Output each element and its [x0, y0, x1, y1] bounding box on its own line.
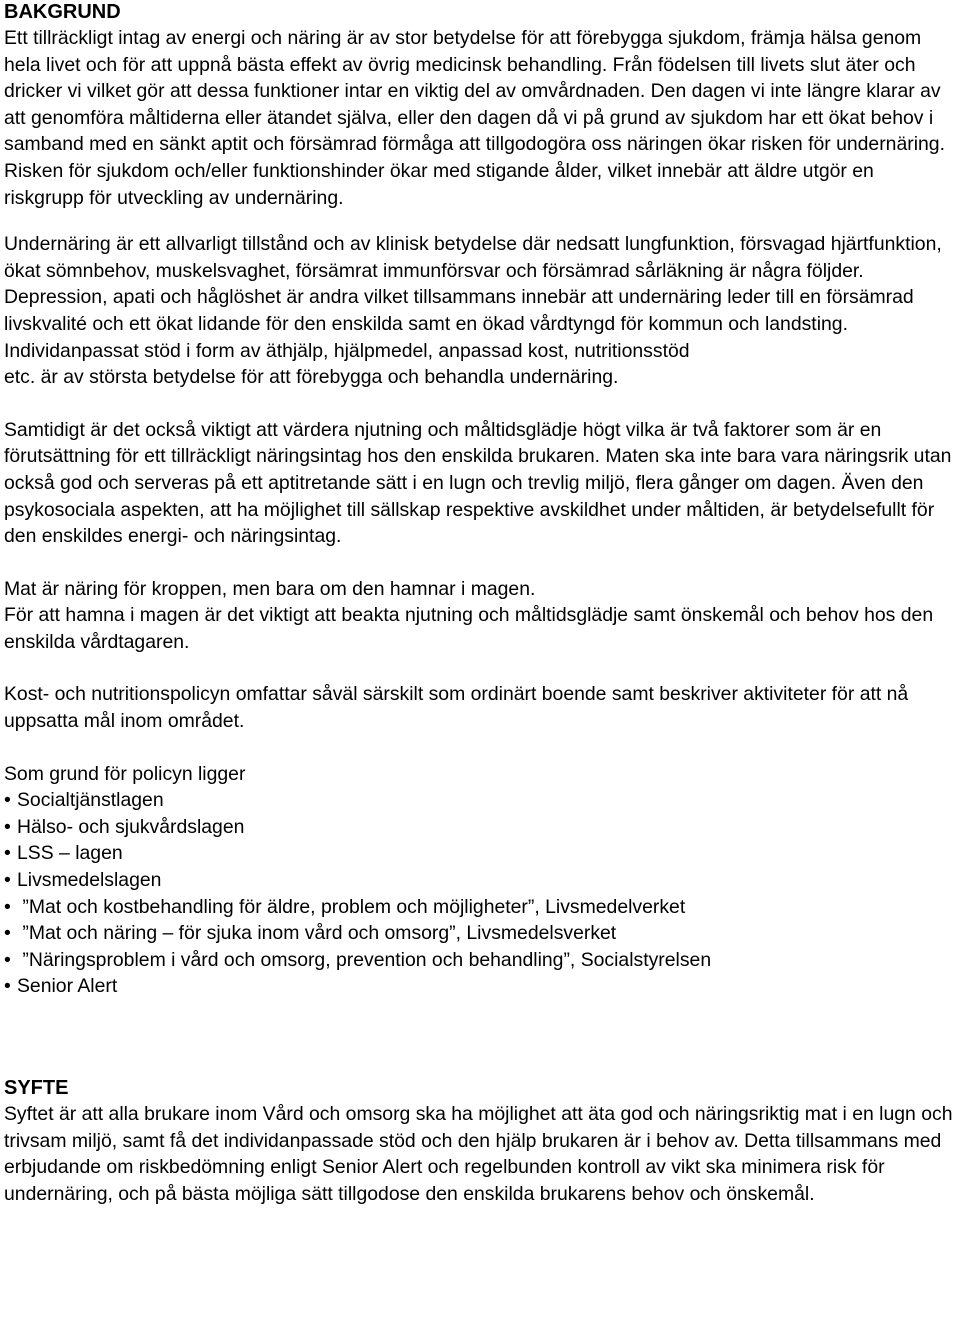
section-heading-bakgrund: BAKGRUND — [4, 1, 121, 23]
paragraph-bakgrund-4-line-2: För att hamna i magen är det viktigt att beakta njutning och måltidsglädje samt önskemål och behov hos den enskilda vårdtagaren. — [4, 604, 934, 653]
list-item — [4, 814, 958, 841]
list-intro: Som grund för policyn ligger — [4, 762, 246, 785]
spacer — [4, 391, 958, 417]
document-page — [4, 0, 958, 1207]
list-item — [4, 947, 958, 974]
list-item-text: Hälso- och sjukvårdslagen — [17, 815, 245, 838]
paragraph-bakgrund-4-line-1: Mat är näring för kroppen, men bara om den hamnar i magen. — [4, 577, 536, 600]
bullet-icon: • — [4, 922, 11, 945]
bullet-icon: • — [4, 815, 11, 838]
list-item-text: Socialtjänstlagen — [17, 789, 164, 812]
spacer — [4, 211, 958, 231]
paragraph-bakgrund-2-end: etc. är av största betydelse för att förebygga och behandla undernäring. — [4, 366, 619, 389]
bullet-icon: • — [4, 948, 11, 971]
paragraph-bakgrund-5: Kost- och nutritionspolicyn omfattar såväl särskilt som ordinärt boende samt beskriver aktiviteter för att nå uppsatta mål inom området. — [4, 683, 909, 733]
bullet-icon: • — [4, 789, 11, 812]
spacer — [4, 655, 958, 681]
list-item — [4, 787, 958, 814]
policy-basis-list — [4, 787, 958, 1000]
list-item-text: Livsmedelslagen — [17, 869, 162, 892]
list-item-text: Senior Alert — [17, 975, 118, 998]
bullet-icon: • — [4, 842, 11, 865]
list-item-text: ”Näringsproblem i vård och omsorg, prevention och behandling”, Socialstyrelsen — [17, 948, 712, 971]
bullet-icon: • — [4, 869, 11, 892]
bullet-icon: • — [4, 895, 11, 918]
list-item — [4, 920, 958, 947]
list-item — [4, 840, 958, 867]
list-item — [4, 894, 958, 921]
paragraph-bakgrund-3: Samtidigt är det också viktigt att värdera njutning och måltidsglädje högt vilka är två faktorer som är en förutsättning för ett tillräckligt näringsintag hos den enskilda brukaren. Maten ska inte bara vara näringsrik utan också god och serveras på ett aptitretande sätt i en lugn och trevlig miljö, flera gånger om dagen. Även den psykosociala aspekten, att ha möjlighet till sällskap respektive avskildhet under måltiden, är betydelsefullt för den enskildes energi- och näringsintag. — [4, 418, 952, 548]
paragraph-syfte-1: Syftet är att alla brukare inom Vård och omsorg ska ha möjlighet att äta god och näringsriktig mat i en lugn och trivsam miljö, samt få det individanpassade stöd och den hjälp brukaren är i behov av. Detta tillsammans med erbjudande om riskbedömning enligt Senior Alert och regelbunden kontroll av vikt ska minimera risk för undernäring, och på bästa möjliga sätt tillgodose den enskilda brukarens behov och önskemål. — [4, 1103, 953, 1205]
list-item-text: ”Mat och kostbehandling för äldre, problem och möjligheter”, Livsmedelverket — [17, 895, 686, 918]
spacer — [4, 550, 958, 576]
list-item — [4, 867, 958, 894]
paragraph-bakgrund-2: Undernäring är ett allvarligt tillstånd och av klinisk betydelse där nedsatt lungfunktion, försvagad hjärtfunktion, ökat sömnbehov, muskelsvaghet, försämrat immunförsvar och försämrad sårläkning är några följder. Depression, apati och håglöshet är andra vilket tillsammans innebär att undernäring leder till en försämrad livskvalité och ett ökat lidande för den enskilda samt en ökad vårdtyngd för kommun och landsting. Individanpassat stöd i form av äthjälp, hjälpmedel, anpassad kost, nutritionsstöd — [4, 233, 942, 362]
list-item-text: ”Mat och näring – för sjuka inom vård och omsorg”, Livsmedelsverket — [17, 922, 617, 945]
list-item — [4, 973, 958, 1000]
paragraph-bakgrund-1: Ett tillräckligt intag av energi och näring är av stor betydelse för att förebygga sjukdom, främja hälsa genom hela livet och för att uppnå bästa effekt av övrig medicinsk behandling. Från födelsen till livets slut äter och dricker vi vilket gör att dessa funktioner intar en viktig del av omvårdnaden. Den dagen vi inte längre klarar av att genomföra måltiderna eller ätandet själva, eller den dagen då vi på grund av sjukdom har ett ökat behov i samband med en sänkt aptit och försämrad förmåga att tillgodogöra oss näringen ökar risken för undernäring. Risken för sjukdom och/eller funktionshinder ökar med stigande ålder, vilket innebär att äldre utgör en riskgrupp för utveckling av undernäring. — [4, 27, 945, 209]
bullet-icon: • — [4, 975, 11, 998]
section-heading-syfte: SYFTE — [4, 1077, 69, 1099]
list-item-text: LSS – lagen — [17, 842, 123, 865]
spacer — [4, 735, 958, 761]
spacer — [4, 1000, 958, 1076]
